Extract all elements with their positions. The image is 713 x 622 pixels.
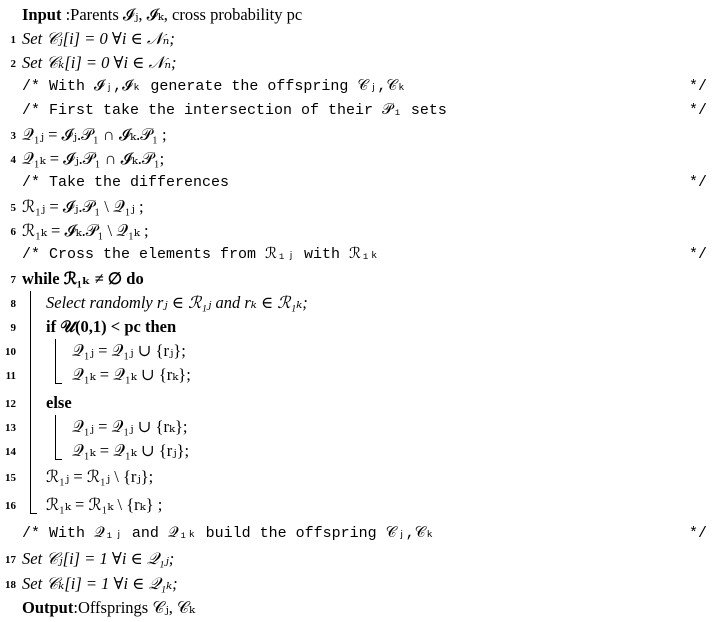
algo-line-10 xyxy=(0,339,713,363)
line-text: 𝒬₁ₖ = 𝒬₁ₖ ∪ {rⱼ}; xyxy=(72,441,190,460)
line-number: 2 xyxy=(10,58,16,70)
io-keyword: Output xyxy=(22,598,74,617)
line-text: 𝒬₁ₖ = 𝓘ⱼ.𝒫₁ ∩ 𝓘ₖ.𝒫₁; xyxy=(22,149,165,168)
algo-line-18 xyxy=(0,572,713,596)
algo-line-4 xyxy=(0,147,713,171)
algo-line-7 xyxy=(0,267,713,291)
line-text: Output:Offsprings 𝒞ⱼ, 𝒞ₖ xyxy=(22,598,196,617)
algo-line-11 xyxy=(0,363,713,387)
comment-line xyxy=(0,75,713,99)
comment-text: /* Cross the elements from ℛ₁ⱼ with ℛ₁ₖ xyxy=(22,246,380,263)
line-number: 4 xyxy=(10,154,16,166)
line-number: 7 xyxy=(10,274,16,286)
line-number: 12 xyxy=(5,398,16,410)
algo-line-16 xyxy=(0,493,713,517)
line-number: 6 xyxy=(10,226,16,238)
line-text: Set 𝒞ₖ[i] = 0 ∀i ∈ 𝒩ₙ; xyxy=(22,53,177,72)
line-number: 13 xyxy=(5,422,16,434)
comment-end: */ xyxy=(688,246,707,263)
algo-line-13 xyxy=(0,415,713,439)
line-text: 𝒬₁ⱼ = 𝒬₁ⱼ ∪ {rⱼ}; xyxy=(72,341,186,360)
comment-line xyxy=(0,243,713,267)
line-number: 3 xyxy=(10,130,16,142)
if-statement: if 𝒰(0,1) < pc then xyxy=(46,317,177,336)
algo-line-14 xyxy=(0,439,713,463)
comment-end: */ xyxy=(688,102,707,119)
line-text: Set 𝒞ₖ[i] = 1 ∀i ∈ 𝒬₁ₖ; xyxy=(22,574,178,593)
comment-end: */ xyxy=(688,174,707,191)
io-keyword: Input xyxy=(22,5,62,24)
comment-end: */ xyxy=(688,525,707,542)
comment-text: /* Take the differences xyxy=(22,174,230,191)
line-number: 1 xyxy=(10,34,16,46)
line-text: Input :Parents 𝓘ⱼ, 𝓘ₖ, cross probability pc xyxy=(22,5,303,24)
algo-line-6 xyxy=(0,219,713,243)
output-line xyxy=(0,596,713,620)
line-number: 16 xyxy=(5,500,16,512)
comment-text: /* First take the intersection of their 𝒫₁ sets xyxy=(22,102,447,119)
line-text: ℛ₁ₖ = 𝓘ₖ.𝒫₁ \ 𝒬₁ₖ ; xyxy=(22,221,149,240)
algo-line-15 xyxy=(0,465,713,489)
line-text: ℛ₁ⱼ = ℛ₁ⱼ \ {rⱼ}; xyxy=(46,467,154,486)
line-number: 14 xyxy=(5,446,16,458)
line-number: 9 xyxy=(10,322,16,334)
line-number: 10 xyxy=(5,346,16,358)
line-text: ℛ₁ⱼ = 𝓘ⱼ.𝒫₁ \ 𝒬₁ⱼ ; xyxy=(22,197,144,216)
line-text: 𝒬₁ₖ = 𝒬₁ₖ ∪ {rₖ}; xyxy=(72,365,191,384)
line-number: 15 xyxy=(5,472,16,484)
while-statement: while ℛ₁ₖ ≠ ∅ do xyxy=(22,269,144,288)
algo-line-8 xyxy=(0,291,713,315)
comment-text: /* With 𝓘ⱼ,𝓘ₖ generate the offspring 𝒞ⱼ,𝒞ₖ xyxy=(22,78,407,95)
algo-line-12 xyxy=(0,391,713,415)
line-number: 11 xyxy=(5,370,16,382)
input-line xyxy=(0,3,713,27)
comment-line xyxy=(0,99,713,123)
line-number: 5 xyxy=(10,202,16,214)
comment-line xyxy=(0,171,713,195)
line-number: 18 xyxy=(5,579,16,591)
line-text: Set 𝒞ⱼ[i] = 1 ∀i ∈ 𝒬₁ⱼ; xyxy=(22,549,175,568)
algo-line-9 xyxy=(0,315,713,339)
algo-line-3 xyxy=(0,123,713,147)
algo-line-2 xyxy=(0,51,713,75)
line-number: 8 xyxy=(10,298,16,310)
line-text: 𝒬₁ⱼ = 𝒬₁ⱼ ∪ {rₖ}; xyxy=(72,417,188,436)
algo-line-1 xyxy=(0,27,713,51)
line-number: 17 xyxy=(5,554,16,566)
line-text: 𝒬₁ⱼ = 𝓘ⱼ.𝒫₁ ∩ 𝓘ₖ.𝒫₁ ; xyxy=(22,125,167,144)
else-statement: else xyxy=(46,393,72,412)
line-text: ℛ₁ₖ = ℛ₁ₖ \ {rₖ} ; xyxy=(46,495,163,514)
comment-text: /* With 𝒬₁ⱼ and 𝒬₁ₖ build the offspring 𝒞ⱼ,𝒞ₖ xyxy=(22,525,435,542)
comment-line xyxy=(0,522,713,546)
comment-end: */ xyxy=(688,78,707,95)
line-text: Select randomly rⱼ ∈ ℛ₁ⱼ and rₖ ∈ ℛ₁ₖ; xyxy=(46,293,308,312)
algo-line-17 xyxy=(0,547,713,571)
line-text: Set 𝒞ⱼ[i] = 0 ∀i ∈ 𝒩ₙ; xyxy=(22,29,175,48)
algo-line-5 xyxy=(0,195,713,219)
